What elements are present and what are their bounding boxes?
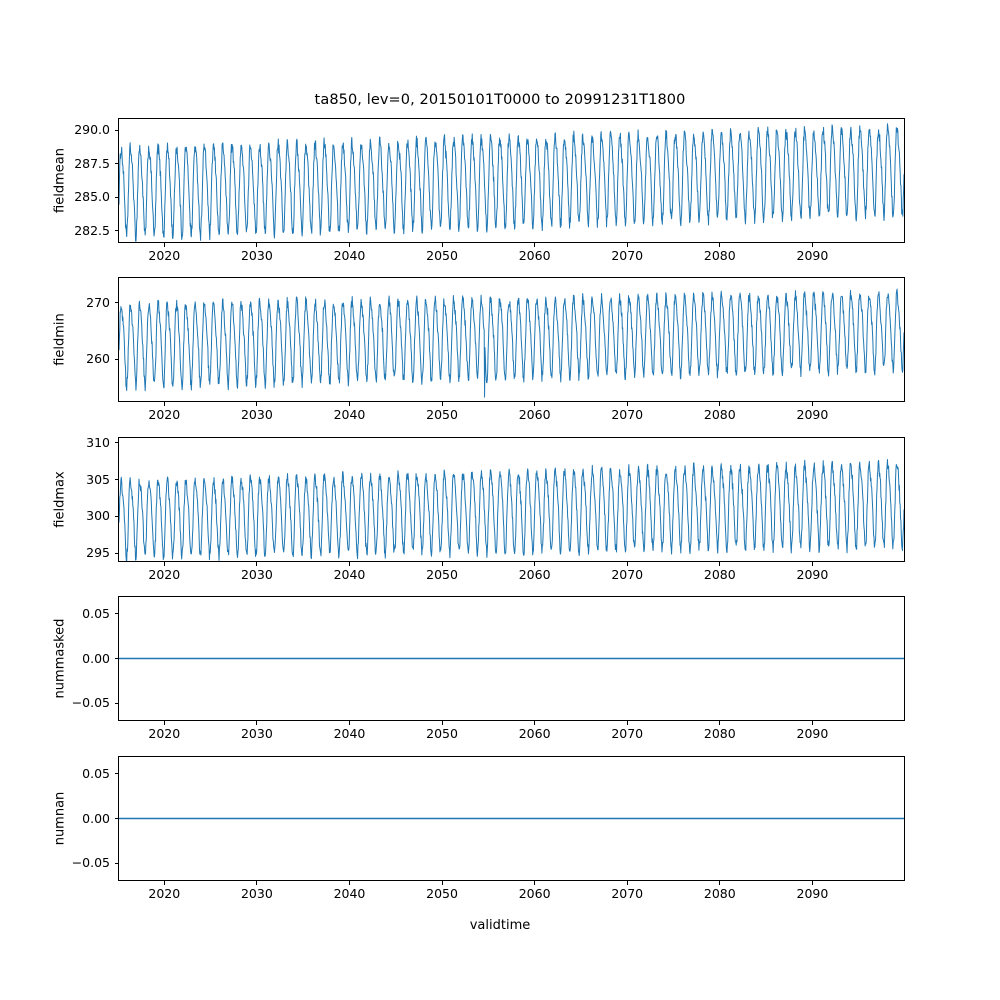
x-tick-label: 2060 <box>518 567 551 582</box>
x-tick-label: 2080 <box>703 248 736 263</box>
y-tick-label: 285.0 <box>74 189 110 205</box>
x-tick-label: 2040 <box>333 248 366 263</box>
x-tickmark <box>627 721 628 725</box>
x-tick-label: 2020 <box>148 886 181 901</box>
x-tickmark <box>534 562 535 566</box>
page-title: ta850, lev=0, 20150101T0000 to 20991231T1800 <box>314 92 686 108</box>
x-tick-label: 2080 <box>703 407 736 422</box>
x-tick-label: 2060 <box>518 886 551 901</box>
axis-label-fieldmax: fieldmax <box>52 471 68 528</box>
y-tickmark <box>115 479 119 480</box>
x-tick-label: 2060 <box>518 407 551 422</box>
plot-line-numnan <box>119 757 904 880</box>
x-tick-label: 2030 <box>240 248 273 263</box>
x-tick-label: 2050 <box>426 567 458 582</box>
y-tickmark <box>115 197 119 198</box>
y-tick-label: 300 <box>86 508 110 524</box>
x-tick-label: 2060 <box>518 726 551 741</box>
x-tick-label: 2020 <box>148 726 181 741</box>
x-tickmark <box>256 243 257 247</box>
x-tickmark <box>349 562 350 566</box>
x-tick-label: 2070 <box>611 886 644 901</box>
x-tick-label: 2020 <box>148 567 181 582</box>
x-tickmark <box>627 562 628 566</box>
y-tickmark <box>115 553 119 554</box>
y-tickmark <box>115 818 119 819</box>
x-tick-label: 2050 <box>426 248 458 263</box>
x-tickmark <box>812 243 813 247</box>
x-tickmark <box>627 243 628 247</box>
x-tick-label: 2030 <box>240 726 273 741</box>
x-tickmark <box>719 243 720 247</box>
x-tick-label: 2070 <box>611 567 644 582</box>
x-tickmark <box>442 881 443 885</box>
x-tick-label: 2090 <box>796 407 829 422</box>
x-tick-label: 2040 <box>333 726 366 741</box>
x-tick-label: 2080 <box>703 567 736 582</box>
plot-line-fieldmax <box>119 438 904 561</box>
subplot-numnan <box>118 756 905 881</box>
x-tick-label: 2090 <box>796 726 829 741</box>
y-tick-label: 310 <box>86 434 110 450</box>
x-tick-label: 2030 <box>240 567 273 582</box>
x-tickmark <box>534 402 535 406</box>
y-tick-label: 0.05 <box>82 765 110 781</box>
x-tick-label: 2050 <box>426 407 458 422</box>
y-tickmark <box>115 163 119 164</box>
x-tick-label: 2050 <box>426 886 458 901</box>
x-tickmark <box>812 721 813 725</box>
x-tick-label: 2020 <box>148 407 181 422</box>
x-tickmark <box>349 721 350 725</box>
y-tickmark <box>115 773 119 774</box>
x-tickmark <box>719 721 720 725</box>
x-tick-label: 2090 <box>796 886 829 901</box>
x-tickmark <box>812 402 813 406</box>
x-tickmark <box>534 881 535 885</box>
x-tickmark <box>719 881 720 885</box>
x-tick-label: 2020 <box>148 248 181 263</box>
x-tickmark <box>349 881 350 885</box>
x-tickmark <box>349 243 350 247</box>
y-tick-label: 282.5 <box>74 222 110 238</box>
x-tickmark <box>256 721 257 725</box>
y-tickmark <box>115 230 119 231</box>
x-tick-label: 2030 <box>240 886 273 901</box>
axis-label-nummasked: nummasked <box>52 618 68 699</box>
y-tickmark <box>115 613 119 614</box>
x-tickmark <box>349 402 350 406</box>
x-tickmark <box>164 721 165 725</box>
x-tickmark <box>534 721 535 725</box>
y-tick-label: −0.05 <box>71 855 110 871</box>
x-tickmark <box>719 402 720 406</box>
x-tick-label: 2050 <box>426 726 458 741</box>
x-tick-label: 2040 <box>333 886 366 901</box>
plot-line-nummasked <box>119 597 904 720</box>
plot-line-fieldmin <box>119 278 904 401</box>
x-tickmark <box>164 881 165 885</box>
axis-label-validtime: validtime <box>469 918 531 933</box>
x-tick-label: 2090 <box>796 248 829 263</box>
x-tickmark <box>256 881 257 885</box>
x-tickmark <box>164 562 165 566</box>
y-tickmark <box>115 658 119 659</box>
y-tickmark <box>115 516 119 517</box>
x-tickmark <box>442 402 443 406</box>
subplot-fieldmin <box>118 277 905 402</box>
y-tickmark <box>115 863 119 864</box>
x-tickmark <box>442 243 443 247</box>
x-tickmark <box>164 243 165 247</box>
y-tickmark <box>115 703 119 704</box>
x-tick-label: 2080 <box>703 726 736 741</box>
y-tick-label: −0.05 <box>71 695 110 711</box>
x-tick-label: 2070 <box>611 248 644 263</box>
x-tickmark <box>256 562 257 566</box>
x-tick-label: 2040 <box>333 407 366 422</box>
y-tick-label: 305 <box>86 471 110 487</box>
x-tick-label: 2070 <box>611 407 644 422</box>
x-tick-label: 2040 <box>333 567 366 582</box>
x-tickmark <box>256 402 257 406</box>
x-tickmark <box>442 721 443 725</box>
y-tick-label: 260 <box>86 351 110 367</box>
x-tickmark <box>164 402 165 406</box>
x-tick-label: 2070 <box>611 726 644 741</box>
x-tick-label: 2090 <box>796 567 829 582</box>
y-tick-label: 287.5 <box>74 155 110 171</box>
y-tick-label: 0.05 <box>82 605 110 621</box>
y-tickmark <box>115 130 119 131</box>
y-tick-label: 290.0 <box>74 122 110 138</box>
y-tick-label: 0.00 <box>82 650 110 666</box>
x-tickmark <box>627 402 628 406</box>
x-tick-label: 2080 <box>703 886 736 901</box>
subplot-fieldmean <box>118 118 905 243</box>
y-tickmark <box>115 302 119 303</box>
x-tick-label: 2060 <box>518 248 551 263</box>
y-tick-label: 270 <box>86 294 110 310</box>
x-tickmark <box>812 562 813 566</box>
x-tickmark <box>719 562 720 566</box>
y-tickmark <box>115 359 119 360</box>
y-tick-label: 0.00 <box>82 810 110 826</box>
y-tick-label: 295 <box>86 545 110 561</box>
x-tickmark <box>627 881 628 885</box>
x-tick-label: 2030 <box>240 407 273 422</box>
subplot-fieldmax <box>118 437 905 562</box>
y-tickmark <box>115 442 119 443</box>
plot-line-fieldmean <box>119 119 904 242</box>
subplot-nummasked <box>118 596 905 721</box>
axis-label-fieldmean: fieldmean <box>52 148 68 213</box>
x-tickmark <box>534 243 535 247</box>
axis-label-fieldmin: fieldmin <box>52 313 68 366</box>
axis-label-numnan: numnan <box>52 791 68 846</box>
x-tickmark <box>812 881 813 885</box>
x-tickmark <box>442 562 443 566</box>
